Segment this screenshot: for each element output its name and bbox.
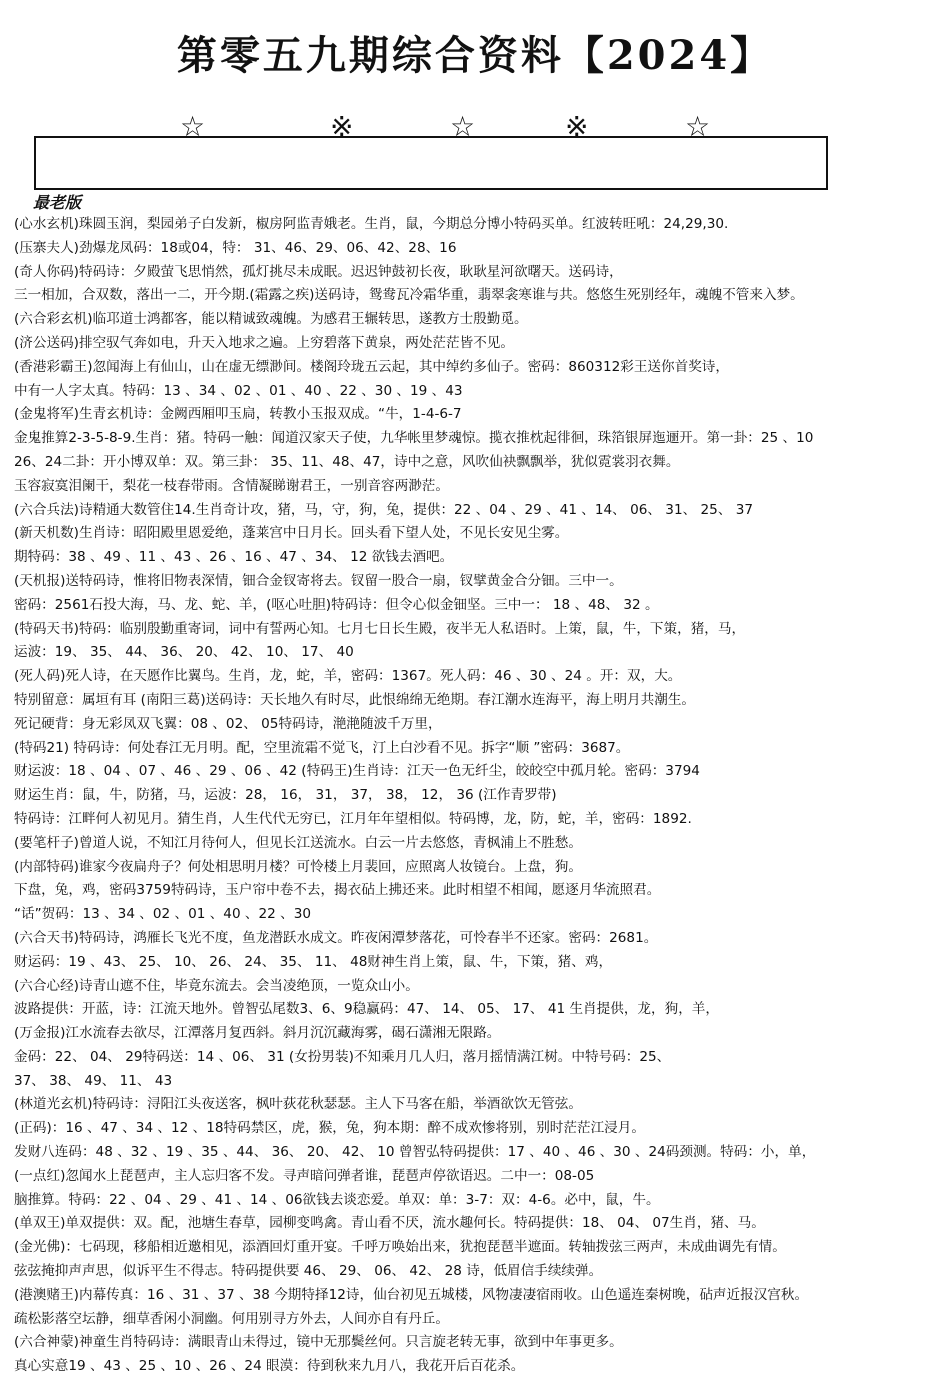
text-line: 弦弦掩抑声声思，似诉平生不得志。特码提供要 46、 29、 06、 42、 28 诗，低眉信手续续弹。	[14, 1263, 603, 1280]
text-line: 疏松影落空坛静，细草香闲小洞幽。何用别寻方外去，人间亦自有丹丘。	[14, 1310, 449, 1327]
text-line: (金光佛)：七码现，移船相近邀相见，添酒回灯重开宴。千呼万唤始出来，犹抱琵琶半遮面。转轴拨弦三两声，未成曲调先有情。	[14, 1239, 786, 1256]
text-line: (六合心经)诗青山遮不住，毕竟东流去。会当凌绝顶，一览众山小。	[14, 977, 419, 994]
text-line: 三一相加，合双数，落出一二，开今期.(霜露之疾)送码诗，鸳鸯瓦冷霜华重，翡翠衾寒谁与共。悠悠生死别经年，魂魄不管来入梦。	[14, 287, 804, 304]
text-line: 中有一人字太真。特码：13 、34 、02 、01 、40 、22 、30 、19 、43	[14, 382, 463, 399]
empty-frame-box	[34, 136, 828, 190]
reference-mark-icon: ※	[565, 110, 589, 143]
text-line: (六合兵法)诗精通大数管住14.生肖奇计攻，猪，马，守，狗，兔，提供：22 、04 、29 、41 、14、 06、 31、 25、 37	[14, 501, 754, 518]
text-line: (特码天书)特码：临别殷勤重寄词，词中有誓两心知。七月七日长生殿，夜半无人私语时。上策，鼠，牛，下策，猪，马，	[14, 620, 746, 637]
text-line: (港澳赌王)内幕传真：16 、31 、37 、38 今期特择12诗，仙台初见五城楼，风物凄凄宿雨收。山色遥连秦树晚，砧声近报汉宫秋。	[14, 1286, 809, 1303]
text-line: (死人码)死人诗，在天愿作比翼鸟。生肖，龙，蛇，羊，密码：1367。死人码：46 、30 、24 。开：双，大。	[14, 668, 682, 685]
text-line: (心水玄机)珠圆玉润，梨园弟子白发新，椒房阿监青娥老。生肖，鼠，今期总分博小特码买单。红波转旺吼：24,29,30.	[14, 216, 729, 232]
text-line: 死记硬背：身无彩凤双飞翼：08 、02、 05特码诗，滟滟随波千万里，	[14, 715, 442, 732]
text-line: 金码：22、 04、 29特码送：14 、06、 31 (女扮男装)不知乘月几人归，落月摇情满江树。中特号码：25、	[14, 1048, 671, 1065]
text-line: “话”贺码：13 、34 、02 、01 、40 、22 、30	[14, 906, 312, 923]
text-line: 特别留意：属垣有耳 (南阳三葛)送码诗：天长地久有时尽，此恨绵绵无绝期。春江潮水连海平，海上明月共潮生。	[14, 691, 696, 708]
text-line: 运波：19、 35、 44、 36、 20、 42、 10、 17、 40	[14, 644, 354, 661]
text-line: (万金报)江水流春去欲尽，江潭落月复西斜。斜月沉沉藏海雾，碣石潇湘无限路。	[14, 1025, 501, 1042]
text-line: 37、 38、 49、 11、 43	[14, 1072, 173, 1089]
text-line: (新天机数)生肖诗：昭阳殿里恩爱绝，蓬莱宫中日月长。回头看下望人处，不见长安见尘雾。	[14, 525, 569, 542]
star-icon: ☆	[180, 110, 206, 143]
text-line: (金鬼将军)生青玄机诗：金阙西厢叩玉扃，转教小玉报双成。“牛，1-4-6-7	[14, 406, 462, 423]
page-title: 第零五九期综合资料【2024】	[176, 32, 774, 79]
text-line: (特码21) 特码诗：何处春江无月明。配，空里流霜不觉飞，汀上白沙看不见。拆字“顺 ”密码：3687。	[14, 739, 630, 756]
text-line: 特码诗：江畔何人初见月。猜生肖，人生代代无穷已，江月年年望相似。特码博，龙，防，蛇，羊，密码：1892.	[14, 810, 692, 827]
text-line: (香港彩霸王)忽闻海上有仙山，山在虚无缥渺间。楼阁玲珑五云起，其中绰约多仙子。密码：860312彩王送你首奖诗，	[14, 358, 729, 375]
text-line: 玉容寂寞泪阑干，梨花一枝春带雨。含情凝睇谢君王，一别音容两渺茫。	[14, 477, 449, 494]
text-line: 26、24二卦：开小博双单：双。第三卦： 35、11、48、47，诗中之意，风吹仙袂飘飘举，犹似霓裳羽衣舞。	[14, 453, 680, 470]
text-line: (一点红)忽闻水上琵琶声，主人忘归客不发。寻声暗问弹者谁，琵琶声停欲语迟。二中一：08-05	[14, 1167, 595, 1184]
text-line: 脑推算。特码：22 、04 、29 、41 、14 、06欲钱去谈恋爱。单双：单：3-7：双：4-6。必中，鼠，牛。	[14, 1191, 660, 1208]
text-line: (压寨夫人)劲爆龙凤码：18或04，特： 31、46、29、06、42、28、16	[14, 239, 457, 256]
text-line: 金鬼推算2-3-5-8-9.生肖：猪。特码一触：闻道汉家天子使，九华帐里梦魂惊。揽衣推枕起徘徊，珠箔银屏迤逦开。第一卦：25 、10	[14, 430, 814, 447]
text-line: (单双王)单双提供：双。配，池塘生春草，园柳变鸣禽。青山看不厌，流水趣何长。特码提供：18、 04、 07生肖，猪、马。	[14, 1215, 765, 1232]
text-line: (正码)：16 、47 、34 、12 、18特码禁区，虎，猴，兔，狗本期：醉不成欢惨将别，别时茫茫江浸月。	[14, 1120, 645, 1137]
text-line: (林道光玄机)特码诗：浔阳江头夜送客，枫叶荻花秋瑟瑟。主人下马客在船，举酒欲饮无管弦。	[14, 1096, 582, 1113]
text-line: 财运波：18 、04 、07 、46 、29 、06 、42 (特码王)生肖诗：江天一色无纤尘，皎皎空中孤月轮。密码：3794	[14, 763, 700, 780]
text-line: 密码：2561石投大海，马、龙、蛇、羊，(呕心吐胆)特码诗：但令心似金钿坚。三中一： 18 、48、 32 。	[14, 596, 659, 613]
text-line: 真心实意19 、43 、25 、10 、26 、24 眼漠：待到秋来九月八，我花开后百花杀。	[14, 1358, 525, 1375]
text-line: (济公送码)排空驭气奔如电，升天入地求之遍。上穷碧落下黄泉，两处茫茫皆不见。	[14, 334, 514, 351]
text-line: (六合彩玄机)临邛道士鸿都客，能以精诚致魂魄。为感君王辗转思，遂教方士殷勤觅。	[14, 311, 528, 328]
edition-label: 最老版	[33, 193, 82, 212]
text-line: 期特码：38 、49 、11 、43 、26 、16 、47 、34、 12 欲钱去酒吧。	[14, 549, 454, 566]
text-line: (六合神蒙)神童生肖特码诗：满眼青山未得过，镜中无那鬓丝何。只言旋老转无事，欲到中年事更多。	[14, 1334, 623, 1351]
text-line: (奇人你码)特码诗：夕殿萤飞思悄然，孤灯挑尽未成眠。迟迟钟鼓初长夜，耿耿星河欲曙天。送码诗，	[14, 263, 623, 280]
text-line: (要笔杆子)曾道人说，不知江月待何人，但见长江送流水。白云一片去悠悠，青枫浦上不胜愁。	[14, 834, 582, 851]
reference-mark-icon: ※	[330, 110, 354, 143]
text-line: 波路提供：开蓝，诗：江流天地外。曾智弘尾数3、6、9稳赢码：47、 14、 05、 17、 41 生肖提供，龙，狗，羊，	[14, 1001, 719, 1018]
text-line: (天机报)送特码诗，惟将旧物表深情，钿合金钗寄将去。钗留一股合一扇，钗擘黄金合分钿。三中一。	[14, 572, 623, 589]
text-line: 财运生肖：鼠，牛，防猪，马，运波：28， 16， 31， 37， 38， 12， 36 (江作青罗带)	[14, 787, 557, 804]
text-line: (内部特码)谁家今夜扁舟子？何处相思明月楼？可怜楼上月裴回，应照离人妆镜台。上盘，狗。	[14, 858, 582, 875]
text-body	[14, 213, 948, 1379]
text-line: 下盘，兔，鸡，密码3759特码诗，玉户帘中卷不去，揭衣砧上拂还来。此时相望不相闻，愿逐月华流照君。	[14, 882, 661, 899]
text-line: 财运码：19 、43、 25、 10、 26、 24、 35、 11、 48财神生肖上策，鼠、牛，下策，猪、鸡，	[14, 953, 613, 970]
star-icon: ☆	[685, 110, 711, 143]
text-line: (六合天书)特码诗，鸿雁长飞光不度，鱼龙潜跃水成文。昨夜闲潭梦落花，可怜春半不还家。密码：2681。	[14, 929, 658, 946]
text-line: 发财八连码：48 、32 、19 、35 、44、 36、 20、 42、 10 曾智弘特码提供：17 、40 、46 、30 、24码颈测。特码：小，单，	[14, 1144, 816, 1161]
star-icon: ☆	[450, 110, 476, 143]
